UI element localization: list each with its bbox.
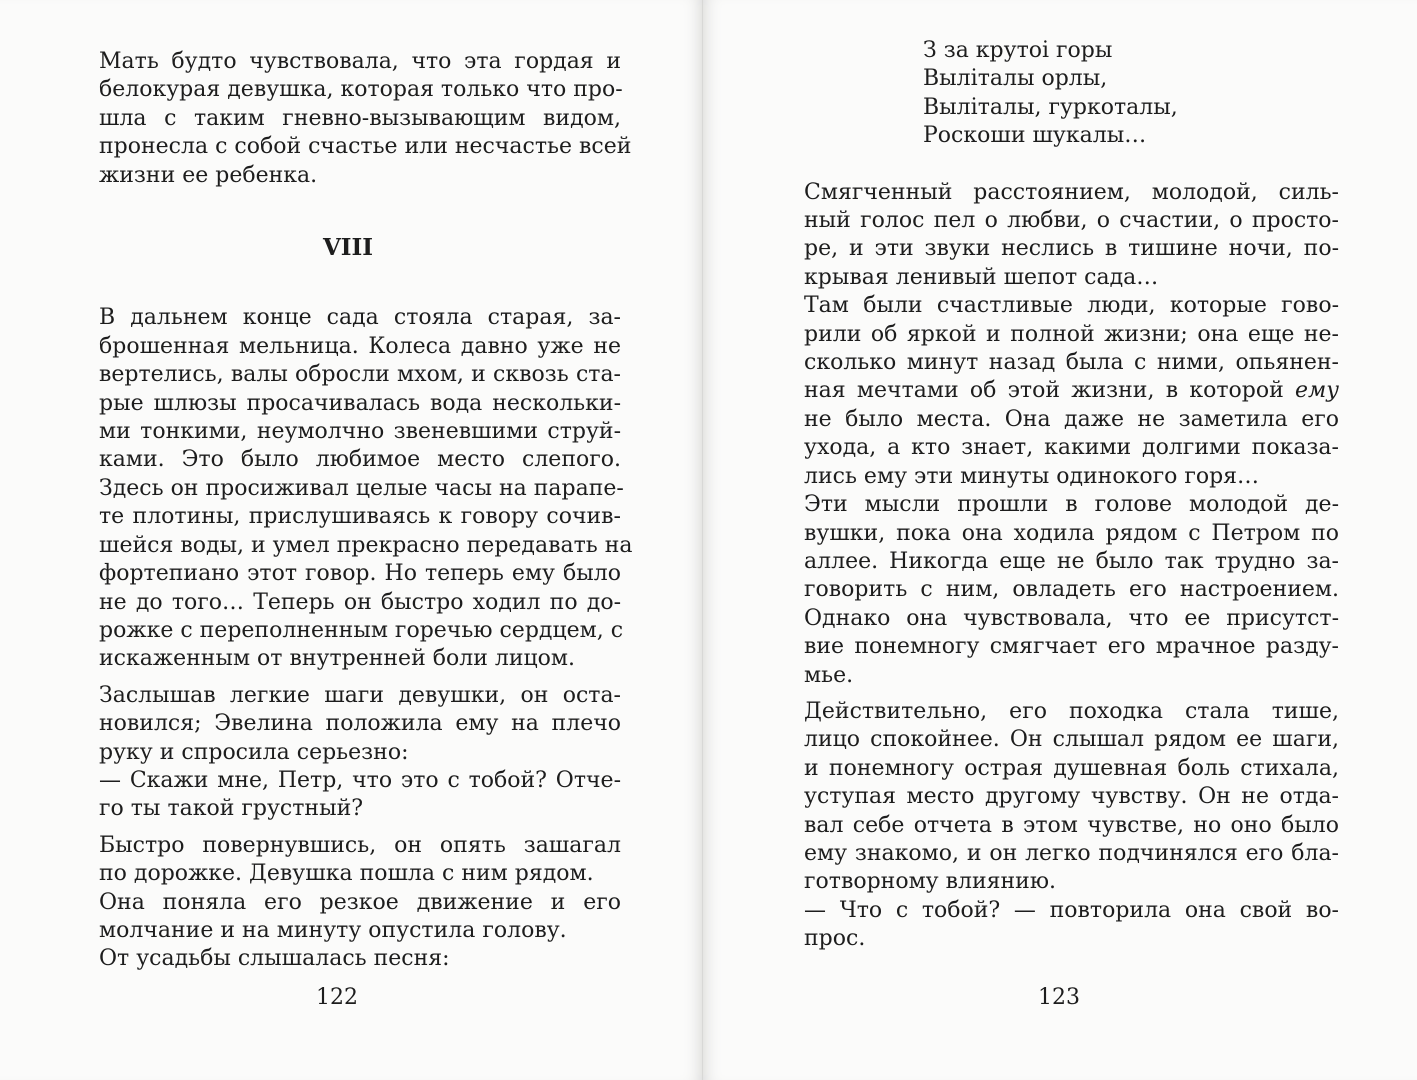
text-line: го ты такой грустный? [99, 796, 364, 822]
text-line: Там были счастливые люди, которые гово- [804, 293, 1339, 319]
text-line: рожке с переполненным горечью сердцем, с [99, 617, 624, 643]
text-line: Эти мысли прошли в голове молодой де- [804, 492, 1339, 518]
text-line: аллее. Никогда еще не было так трудно за- [804, 548, 1339, 574]
page-number: 123 [1038, 985, 1080, 1010]
text-line: шла с таким гневно-вызывающим видом, [99, 105, 621, 131]
text-line: вушки, пока она ходила рядом с Петром по [804, 520, 1339, 546]
text-line: и понемногу острая душевная боль стихала, [804, 755, 1339, 781]
text-line: лись ему эти минуты одинокого горя… [804, 463, 1260, 489]
text-line: рили об яркой и полной жизни; она еще не- [804, 321, 1339, 347]
text-line: Действительно, его походка стала тише, [804, 698, 1339, 724]
text-line: ми тонкими, неумолчно звеневшими струй- [99, 419, 621, 445]
paragraph [75, 767, 621, 824]
text-line: вертелись, валы обросли мхом, и сквозь ста- [99, 362, 621, 388]
text-line: искаженным от внутренней боли лицом. [99, 646, 575, 672]
text-line: рые шлюзы просачивалась вода нескольки- [99, 390, 621, 416]
chapter-heading: VIII [322, 234, 374, 262]
paragraph [780, 292, 1339, 491]
left-page-text [75, 48, 633, 974]
paragraph [75, 304, 633, 673]
paragraph [780, 897, 1339, 954]
text-line: — Что с тобой? — повторила она свой во- [804, 897, 1339, 923]
paragraph [75, 889, 621, 946]
text-line: белокурая девушка, которая только что про- [99, 77, 623, 103]
text-line: От усадьбы слышалась песня: [99, 946, 450, 972]
text-line: молчание и на минуту опустила голову. [99, 917, 567, 943]
text-line: шейся воды, и умел прекрасно передавать на [99, 532, 633, 558]
right-page [703, 0, 1417, 1080]
text-line: те плотины, прислушиваясь к говору сочив- [99, 504, 621, 530]
text-line [780, 377, 1339, 405]
text-line: пронесла с собой счастье или несчастье всей [99, 134, 632, 160]
text-line: вие понемногу смягчает его мрачное разду- [804, 634, 1339, 660]
right-page-text [780, 37, 1339, 954]
text-line: Однако она чувствовала, что ее присутст- [804, 605, 1339, 631]
text-line: — Скажи мне, Петр, что это с тобой? Отче- [99, 767, 621, 793]
text-line: новился; Эвелина положила ему на плечо [99, 711, 621, 737]
text-line: не было места. Она даже не заметила его [804, 406, 1339, 432]
text-line: руку и спросила серьезно: [99, 739, 409, 765]
text-line: уступая место другому чувству. Он не отда- [804, 784, 1339, 810]
text-line: готворному влиянию. [804, 869, 1056, 895]
verse-line: Выліталы, гуркоталы, [923, 94, 1178, 120]
paragraph [75, 682, 621, 767]
paragraph [75, 945, 621, 973]
text-line: мье. [804, 662, 854, 688]
text-line: Быстро повернувшись, он опять зашагал [99, 832, 621, 858]
song-verse [923, 37, 1339, 151]
text-line: брошенная мельница. Колеса давно уже не [99, 333, 621, 359]
text-line: Она поняла его резкое движение и его [99, 889, 621, 915]
left-page [0, 0, 703, 1080]
text-line: по дорожке. Девушка пошла с ним рядом. [99, 861, 594, 887]
paragraph [780, 491, 1339, 690]
text-line: Заслышав легкие шаги девушки, он оста- [99, 682, 621, 708]
text-fragment: ная мечтами об этой жизни, в которой [804, 378, 1295, 404]
text-line: ками. Это было любимое место слепого. [99, 447, 621, 473]
verse-line: Выліталы орлы, [923, 66, 1108, 92]
text-line: ный голос пел о любви, о счастии, о просто- [804, 208, 1339, 234]
paragraph [75, 48, 632, 190]
page-number: 122 [316, 985, 358, 1010]
text-line: крывая ленивый шепот сада… [804, 264, 1159, 290]
text-line: лицо спокойнее. Он слышал рядом ее шаги, [804, 727, 1339, 753]
text-line: говорить с ним, овладеть его настроением. [804, 577, 1339, 603]
text-line: Смягченный расстоянием, молодой, силь- [804, 179, 1339, 205]
text-line: В дальнем конце сада стояла старая, за- [99, 305, 621, 331]
text-line: жизни ее ребенка. [99, 162, 318, 188]
text-line: Мать будто чувствовала, что эта гордая и [99, 49, 621, 74]
italic-word: ему [1294, 378, 1339, 404]
verse-line: З за крутоі горы [923, 38, 1113, 63]
paragraph [780, 698, 1339, 897]
text-line: не до того… Теперь он быстро ходил по до- [99, 589, 621, 615]
text-line: ему знакомо, и он легко подчинялся его бла- [804, 840, 1339, 866]
text-line: сколько минут назад была с ними, опьянен- [804, 350, 1339, 376]
text-line: фортепиано этот говор. Но теперь ему было [99, 561, 621, 587]
text-line: Здесь он просиживал целые часы на парапе- [99, 475, 624, 501]
text-line: вал себе отчета в этом чувстве, но оно было [804, 812, 1339, 838]
paragraph [780, 179, 1339, 293]
text-line: ре, и эти звуки неслись в тишине ночи, по- [804, 236, 1339, 262]
text-line: ухода, а кто знает, какими долгими показа- [804, 435, 1339, 461]
verse-line: Роскоши шукалы… [923, 123, 1147, 149]
paragraph [75, 832, 621, 889]
text-line: прос. [804, 926, 866, 952]
